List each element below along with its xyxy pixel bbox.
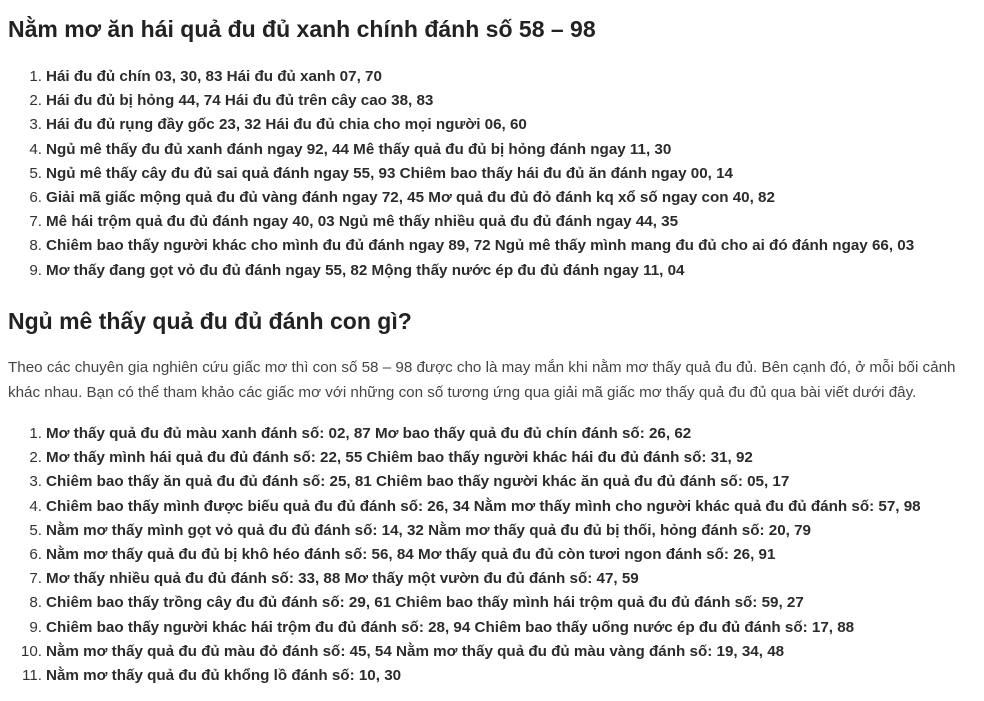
list-item (8, 65, 914, 89)
list-item-text: Chiêm bao thấy ăn quả đu đủ đánh số: 25, 81 Chiêm bao thấy người khác ăn quả đu đủ đánh số: 05, 17 (46, 473, 790, 491)
list-item-text: Hái đu đủ bị hỏng 44, 74 Hái đu đủ trên cây cao 38, 83 (46, 92, 434, 110)
list-item-text: Ngủ mê thấy đu đủ xanh đánh ngay 92, 44 Mê thấy quả đu đủ bị hỏng đánh ngay 11, 30 (46, 140, 672, 158)
list-item-number: 6. (29, 188, 42, 206)
list-item (8, 138, 914, 162)
section-heading: Nằm mơ ăn hái quả đu đủ xanh chính đánh số 58 – 98 (8, 16, 596, 42)
list-item-number: 4. (29, 140, 42, 158)
list-item-text: Mơ thấy nhiều quả đu đủ đánh số: 33, 88 Mơ thấy một vườn đu đủ đánh số: 47, 59 (46, 570, 639, 588)
list-item (8, 186, 914, 210)
list-item (8, 210, 914, 234)
list-item-text: Mơ thấy đang gọt vỏ đu đủ đánh ngay 55, 82 Mộng thấy nước ép đu đủ đánh ngay 11, 04 (46, 261, 685, 279)
list-item-text: Mơ thấy quả đu đủ màu xanh đánh số: 02, 87 Mơ bao thấy quả đu đủ chín đánh số: 26, 62 (46, 425, 692, 442)
list-item-text: Giải mã giấc mộng quả đu đủ vàng đánh ngay 72, 45 Mơ quả đu đủ đỏ đánh kq xổ số ngay con 40, 82 (46, 188, 775, 206)
list-item-text: Nằm mơ thấy quả đu đủ bị khô héo đánh số: 56, 84 Mơ thấy quả đu đủ còn tươi ngon đánh số: 26, 91 (46, 545, 776, 563)
list-item-number: 11. (22, 666, 42, 684)
list-item (8, 519, 921, 543)
list-item-number: 4. (29, 497, 42, 515)
list-item-number: 1. (29, 68, 42, 85)
paragraph-line: Theo các chuyên gia nghiên cứu giấc mơ thì con số 58 – 98 được cho là may mắn khi nằm mơ thấy quả đu đủ. Bên cạnh đó, ở mỗi bối cảnh (8, 359, 956, 376)
list-item (8, 446, 921, 470)
intro-paragraph (8, 356, 955, 405)
list-item-text: Chiêm bao thấy trồng cây đu đủ đánh số: 29, 61 Chiêm bao thấy mình hái trộm quả đu đủ đánh số: 59, 27 (46, 594, 804, 612)
list-item (8, 591, 921, 615)
list-item (8, 640, 921, 664)
list-item-number: 10. (20, 642, 42, 660)
list-item-number: 8. (29, 594, 42, 612)
list-item-number: 5. (29, 521, 42, 539)
list-item (8, 664, 921, 688)
list-item (8, 162, 914, 186)
numbers-list-2 (8, 422, 921, 688)
list-item-text: Hái đu đủ rụng đầy gốc 23, 32 Hái đu đủ chia cho mọi người 06, 60 (46, 116, 527, 134)
list-item (8, 543, 921, 567)
list-item-text: Chiêm bao thấy người khác hái trộm đu đủ đánh số: 28, 94 Chiêm bao thấy uống nước ép đu đủ đánh số: 17, 88 (46, 618, 855, 636)
list-item (8, 113, 914, 137)
list-item-number: 3. (29, 116, 42, 134)
list-item (8, 470, 921, 494)
list-item-text: Nằm mơ thấy mình gọt vỏ quả đu đủ đánh số: 14, 32 Nằm mơ thấy quả đu đủ bị thối, hỏng đánh số: 20, 79 (46, 521, 812, 539)
list-item-number: 2. (29, 92, 42, 110)
paragraph-line: khác nhau. Bạn có thể tham khảo các giấc mơ với những con số tương ứng qua giải mã giấc mơ thấy quả đu đủ qua bài viết dưới đây. (8, 383, 917, 401)
list-item-number: 8. (29, 237, 42, 255)
list-item-number: 7. (29, 570, 42, 588)
list-item (8, 422, 921, 446)
list-item-text: Ngủ mê thấy cây đu đủ sai quả đánh ngay 55, 93 Chiêm bao thấy hái đu đủ ăn đánh ngay 00, 14 (46, 164, 733, 182)
list-item-number: 3. (29, 473, 42, 491)
list-item (8, 234, 914, 258)
list-item-text: Nằm mơ thấy quả đu đủ khổng lồ đánh số: 10, 30 (46, 666, 402, 684)
list-item (8, 616, 921, 640)
list-item (8, 259, 914, 283)
list-item-text: Nằm mơ thấy quả đu đủ màu đỏ đánh số: 45, 54 Nằm mơ thấy quả đu đủ màu vàng đánh số: 19, 34, 48 (46, 642, 785, 660)
section-heading: Ngủ mê thấy quả đu đủ đánh con gì? (8, 308, 412, 334)
list-item-number: 5. (29, 164, 42, 182)
list-item-number: 1. (29, 425, 42, 442)
list-item-text: Chiêm bao thấy người khác cho mình đu đủ đánh ngay 89, 72 Ngủ mê thấy mình mang đu đủ cho ai đó đánh ngay 66, 03 (46, 237, 915, 255)
list-item-text: Mơ thấy mình hái quả đu đủ đánh số: 22, 55 Chiêm bao thấy người khác hái đu đủ đánh số: 31, 92 (46, 449, 753, 467)
list-item (8, 495, 921, 519)
list-item-text: Mê hái trộm quả đu đủ đánh ngay 40, 03 Ngủ mê thấy nhiều quả đu đủ đánh ngay 44, 35 (46, 213, 679, 231)
list-item-number: 6. (29, 545, 42, 563)
list-item-number: 2. (29, 449, 42, 467)
list-item-text: Hái đu đủ chín 03, 30, 83 Hái đu đủ xanh 07, 70 (46, 68, 382, 85)
list-item (8, 567, 921, 591)
list-item-number: 9. (29, 261, 42, 279)
list-item (8, 89, 914, 113)
list-item-number: 7. (29, 213, 42, 231)
list-item-text: Chiêm bao thấy mình được biếu quả đu đủ đánh số: 26, 34 Nằm mơ thấy mình cho người khác quả đu đủ đánh số: 57, 98 (46, 497, 921, 515)
numbers-list-1 (8, 65, 914, 283)
list-item-number: 9. (29, 618, 42, 636)
